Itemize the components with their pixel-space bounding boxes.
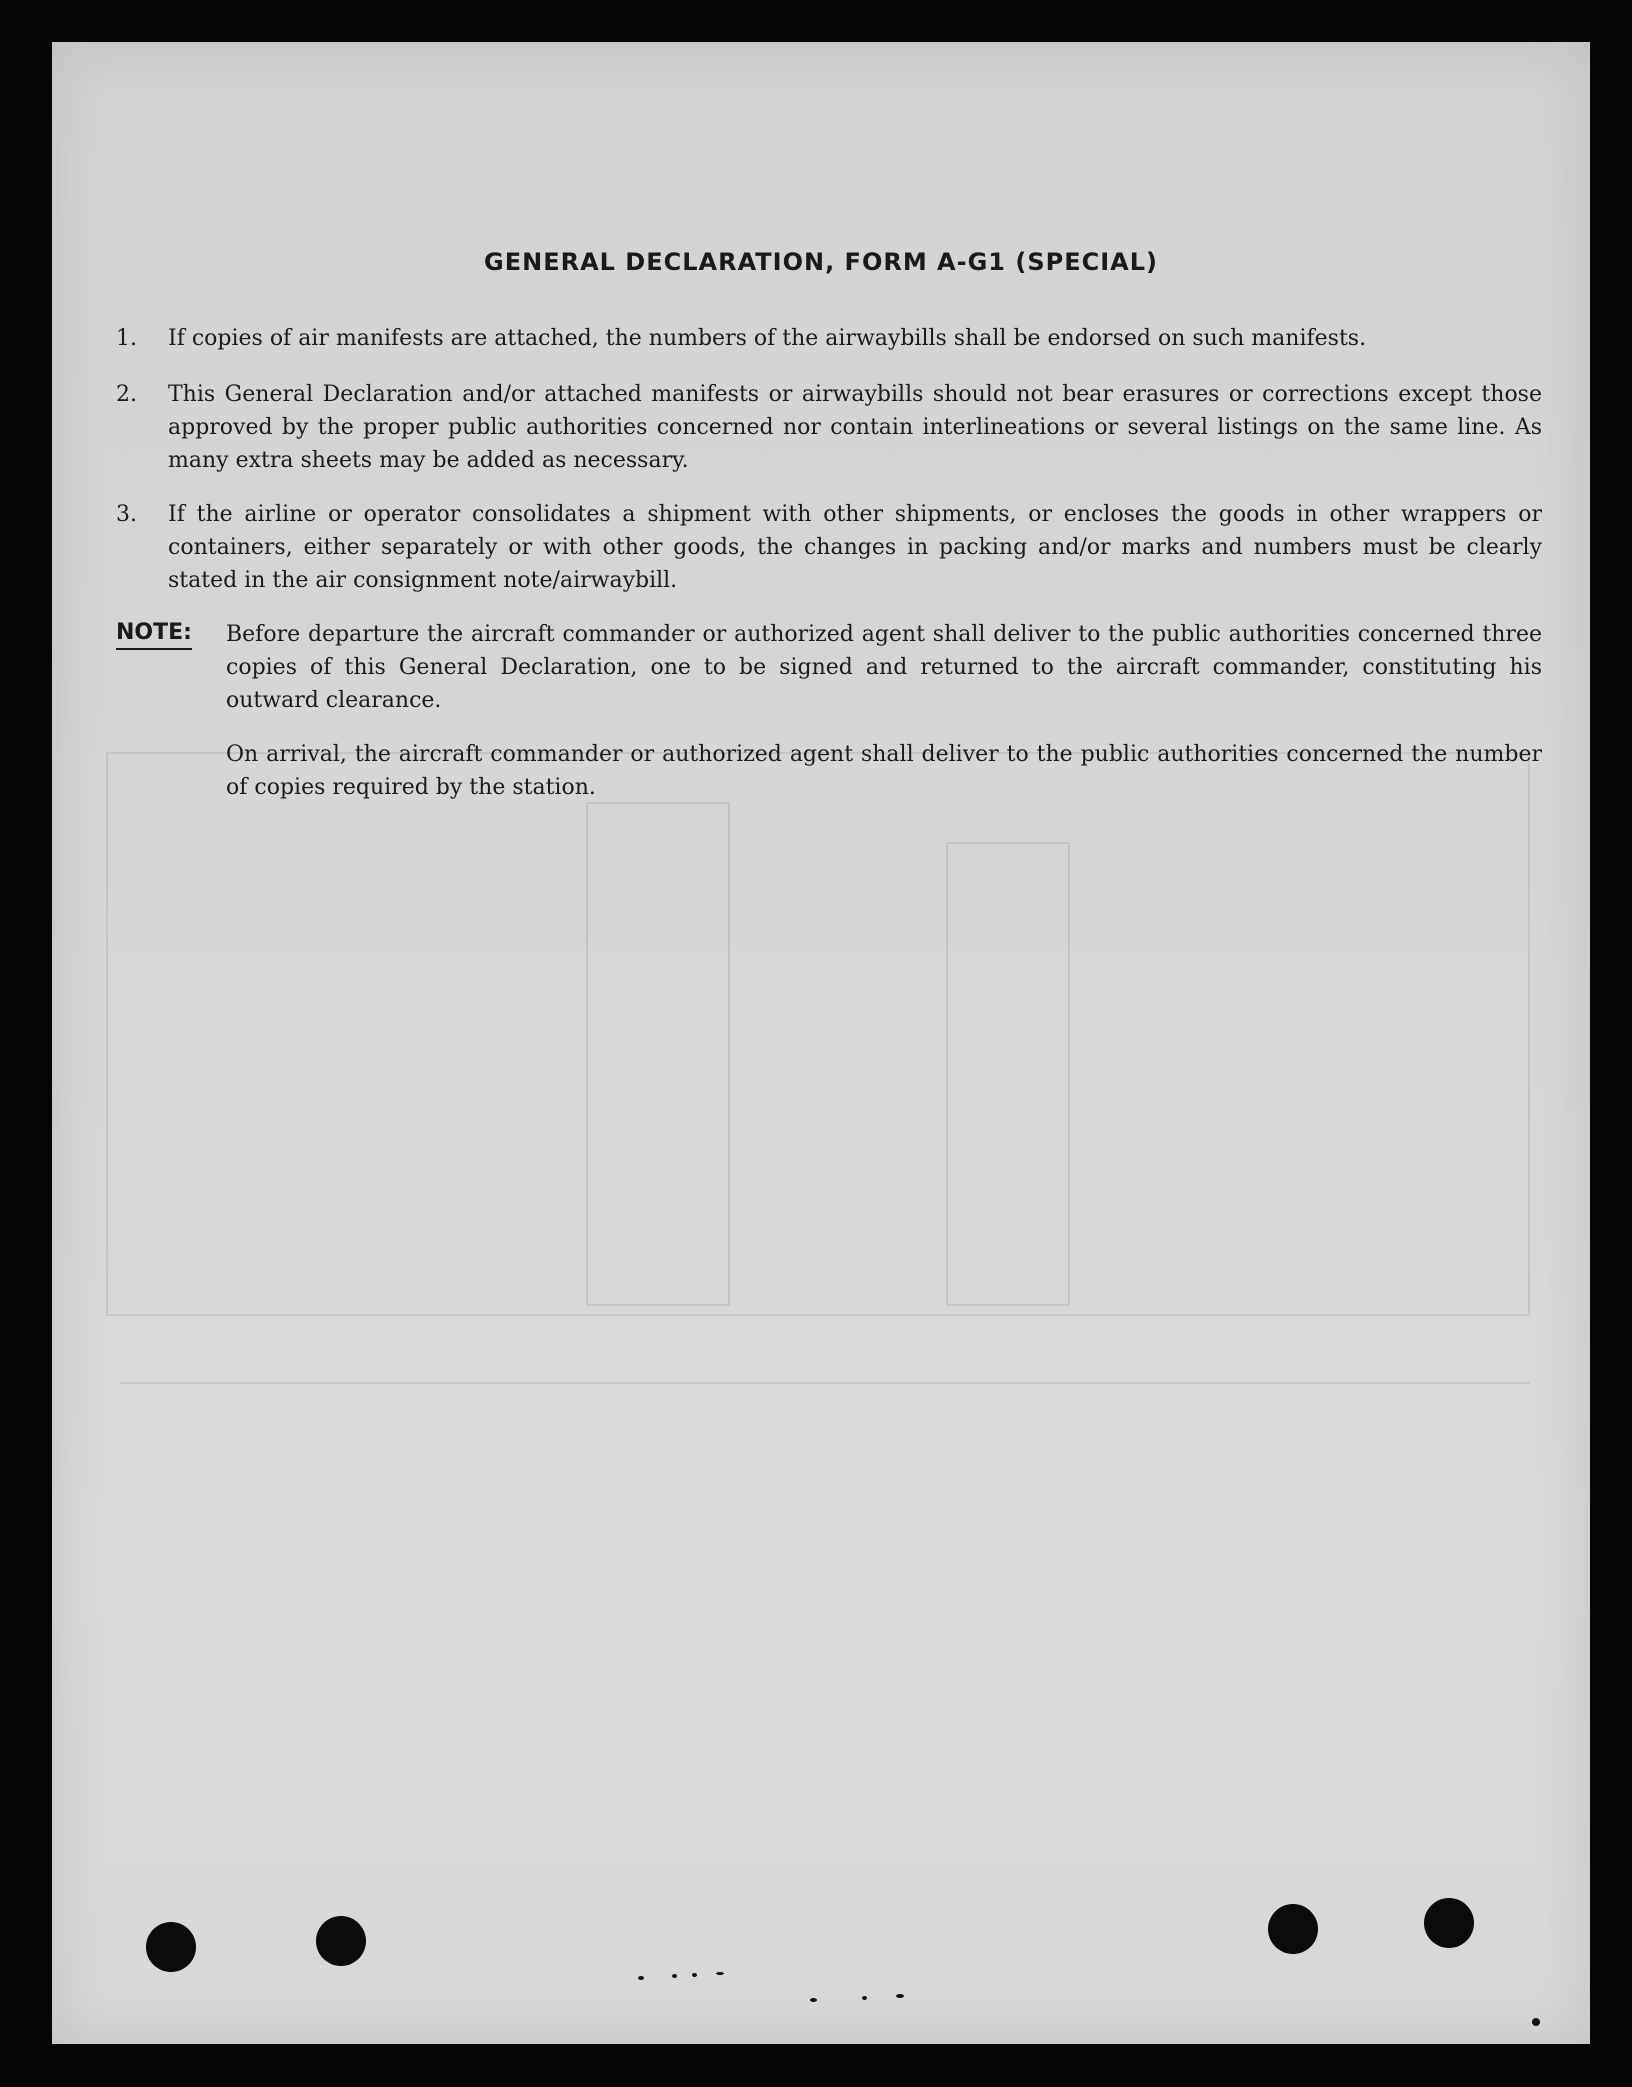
ink-speck [672, 1974, 677, 1978]
item-number: 3. [116, 502, 137, 527]
item-text: This General Declaration and/or attached manifests or airwaybills should not bear erasures or corrections except those approved by the proper public authorities concerned nor contain interlineations or several listings on the same line. As many extra sheets may be added as necessary. [168, 382, 1542, 473]
note-label: NOTE: [116, 618, 192, 650]
ink-speck [862, 1996, 867, 2000]
note-text: Before departure the aircraft commander or authorized agent shall deliver to the public authorities concerned three copies of this General Declaration, one to be signed and returned to the aircraft commander, constituting his outward clearance. [226, 622, 1542, 713]
item-number: 1. [116, 326, 137, 351]
document-sheet [52, 42, 1590, 2044]
instruction-item-2 [116, 378, 1542, 477]
punch-hole [146, 1922, 196, 1972]
punch-hole [1424, 1898, 1474, 1948]
instruction-item-1 [116, 322, 1542, 355]
ink-speck [810, 1998, 817, 2002]
item-text: If the airline or operator consolidates a shipment with other shipments, or encloses the goods in other wrappers or containers, either separately or with other goods, the changes in packing and/or marks and numbers must be clearly stated in the air consignment note/airwaybill. [168, 502, 1542, 593]
note-arrival-text: On arrival, the aircraft commander or authorized agent shall deliver to the public authorities concerned the number of copies required by the station. [226, 742, 1542, 800]
item-number: 2. [116, 382, 137, 407]
ink-speck [1532, 2018, 1540, 2026]
instruction-item-3 [116, 498, 1542, 597]
punch-hole [316, 1916, 366, 1966]
ink-speck [692, 1973, 697, 1977]
form-title: GENERAL DECLARATION, FORM A-G1 (SPECIAL) [484, 248, 1158, 276]
ink-speck [638, 1976, 644, 1980]
note-block [116, 618, 1542, 717]
punch-hole [1268, 1904, 1318, 1954]
ink-speck [896, 1994, 904, 1998]
item-text: If copies of air manifests are attached, the numbers of the airwaybills shall be endorsed on such manifests. [168, 326, 1367, 351]
ink-speck [716, 1972, 724, 1975]
